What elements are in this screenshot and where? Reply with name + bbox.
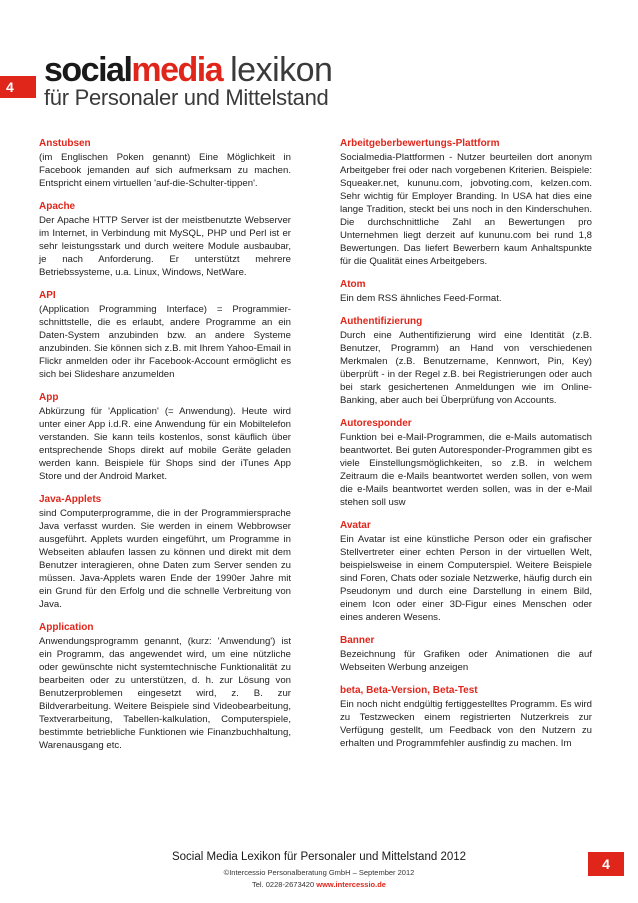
entry-text: Anwendungsprogramm genannt, (kurz: 'Anwendung') ist ein Programm, das angewendet wird, um eine nützliche oder gewünschte nicht systemtechnische Funktionalität zu bearbeiten oder zu unterstützen, d. h. zur Lösung von Benutzerproblemen eingesetzt wird, z. B. zur Bildverarbeitung. Weitere Beispiele sind Videobearbeitung, Textverarbeitung, Tabellen-kalkulation, Computerspiele, bestimmte betriebliche Funktionen wie Finanzbuchhaltung, Warenausgang etc. [39,636,291,751]
entry-term: Autoresponder [340,418,412,429]
entry-text: (Application Programming Interface) = Programmier-schnittstelle, die es erlaubt, andere Programme an ein Daten-System anzubinden bzw. an andere Systeme anzubinden. Sie können sich z.B. mit Ihrem Yahoo-Email in Flickr anmelden oder ihr Facebook-Account ermöglicht es sich bei Slideshare anzumelden [39,304,291,380]
logo [44,52,332,110]
entry-text: sind Computerprogramme, die in der Programmiersprache Java verfasst wurden. Sie werden in einem Webbrowser ausgeführt. Applets wurden eingeführt, um Programme in Webseiten ablaufen lassen zu können und direkt mit dem Benutzer interagieren, ohne Daten zum Server senden zu müssen. Java-Applets waren Ende der 1990er Jahre mit ein Grund für den Erfolg und die schnelle Verbreitung von Java. [39,508,291,610]
right-column [340,137,592,760]
entry-text: Socialmedia-Plattformen - Nutzer beurteilen dort anonym Arbeitgeber frei oder nach vorgebenen Kriterien. Beispiele: Squeaker.net, kununu.com, jobvoting.com, kelzen.com. Sehr wichtig für Employer Branding. In USA hat dies eine lange Tradition, steckt bei uns noch in den Kinderschuhen. Die durchschnittliche Zahl an Bewertungen pro Unternehmen liegt derzeit auf kununu.com bei rund 1,8 Bewertungen. Das liefert Bewerbern kaum Anhaltspunkte für die Qualität eines Arbeitgebers. [340,152,592,267]
glossary-entry [340,278,592,305]
entry-text: (im Englischen Poken genannt) Eine Möglichkeit in Facebook jemanden auf sich aufmerksam zu machen. Entspricht einem virtuellen 'auf-die-Schulter-tippen'. [39,152,291,189]
footer-url-link[interactable]: www.intercessio.de [316,880,386,889]
footer-contact [0,880,638,889]
logo-word-media: media [131,51,223,89]
entry-text: Bezeichnung für Grafiken oder Animationen die auf Webseiten Werbung anzeigen [340,649,592,673]
entry-term: beta, Beta-Version, Beta-Test [340,685,478,696]
entry-term: Atom [340,279,366,290]
glossary-entry [340,315,592,407]
entry-term: Authentifizierung [340,316,423,327]
entry-text: Der Apache HTTP Server ist der meistbenutzte Webserver im Internet, in Verbindung mit MySQL, PHP und Perl ist er sehr leistungsstark und durch weitere Module ausbaubar, je nach Anforderung. Er unterstützt mehrere Betriebssysteme, u.a. Linux, Windows, NetWare. [39,215,291,278]
entry-text: Ein noch nicht endgültig fertiggestelltes Programm. Es wird zu Testzwecken einem registrierten Nutzerkreis zur Verfügung gestellt, um Feedback von den Nutzern zu erhalten und Programmfehler ausfindig zu machen. Im [340,699,592,749]
page-tab: 4 [0,76,36,98]
entry-text: Abkürzung für 'Application' (= Anwendung). Heute wird unter einer App i.d.R. eine Anwendung für ein Mobiltelefon verstanden. Sie kann teils kostenlos, sonst käuflich über entsprechende Shops direkt auf mobile Geräte geladen werden kann. Beispiele für Shops sind der iTunes App Store und der Android Market. [39,406,291,482]
footer-phone: Tel. 0228-2673420 [252,880,315,889]
page-number-badge: 4 [588,852,624,876]
entry-term: Anstubsen [39,138,91,149]
glossary-entry [340,137,592,268]
footer-copyright: ©Intercessio Personalberatung GmbH – September 2012 [223,868,415,877]
glossary-entry [39,391,291,483]
glossary-entry [39,493,291,611]
entry-term: Application [39,622,94,633]
left-column [39,137,291,762]
entry-term: Arbeitgeberbewertungs-Plattform [340,138,500,149]
entry-term: Apache [39,201,76,212]
logo-word-lexikon: lexikon [230,51,333,89]
glossary-entry [39,621,291,752]
logo-wordmark [44,52,332,88]
entry-text: Funktion bei e-Mail-Programmen, die e-Mails automatisch beantwortet. Bei guten Autoresponder-Programmen gibt es viele Einstellungsmöglichkeiten, so z.B. in welchem Zeitraum die e-Mails beantwortet werden sollen, von wem die e-Mails beantwortet werden sollen, was in der e-Mail stehen soll usw [340,432,592,508]
entry-text: Ein dem RSS ähnliches Feed-Format. [340,293,502,304]
glossary-entry [340,634,592,674]
entry-term: App [39,392,59,403]
logo-word-social: social [44,51,132,89]
entry-text: Durch eine Authentifizierung wird eine Identität (z.B. Benutzer, Programm) an Hand von verschiedenen Merkmalen (z.B. Benutzername, Kennwort, Pin, Key) überprüft - in der Regel z.B. bei Registrierungen oder auch bei stark gesichertenen Anmeldungen wie im Online-Banking, aber auch bei Überprüfung von Accounts. [340,330,592,406]
entry-term: Avatar [340,520,371,531]
glossary-entry [340,684,592,750]
glossary-entry [39,137,291,190]
entry-term: Banner [340,635,375,646]
entry-text: Ein Avatar ist eine künstliche Person oder ein grafischer Stellvertreter einer echten Person in der virtuellen Welt, beispielsweise in einem Computerspiel. Weitere Beispiele sind Foren, Chats oder soziale Netzwerke, häufig durch ein Pseudonym und durch eine Darstellung in einem Bild, einem Icon oder einer 3D-Figur eines Menschen oder eines anderen Wesens. [340,534,592,623]
footer-title: Social Media Lexikon für Personaler und Mittelstand 2012 [171,851,467,863]
glossary-entry [39,289,291,381]
glossary-entry [340,417,592,509]
entry-term: Java-Applets [39,494,102,505]
entry-term: API [39,290,56,301]
glossary-entry [340,519,592,624]
glossary-entry [39,200,291,279]
logo-subtitle: für Personaler und Mittelstand [44,85,329,110]
